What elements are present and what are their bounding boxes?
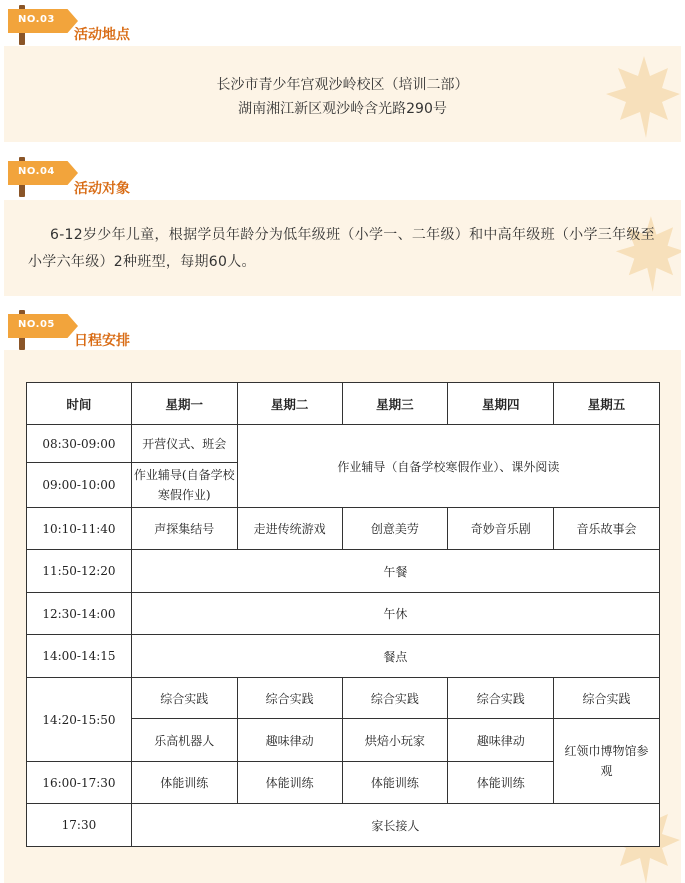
activity-cell-merged: 餐点 — [131, 635, 659, 678]
section-title: 活动地点 — [74, 27, 130, 43]
activity-cell: 创意美劳 — [342, 508, 448, 550]
activity-cell: 趣味律动 — [448, 719, 554, 762]
activity-cell: 体能训练 — [237, 762, 342, 804]
activity-cell: 趣味律动 — [237, 719, 342, 762]
activity-cell-merged: 红领巾博物馆参观 — [554, 719, 660, 804]
schedule-table — [26, 382, 660, 847]
location-line-1: 长沙市青少年宫观沙岭校区（培训二部） — [216, 77, 469, 93]
maple-leaf-icon — [604, 54, 681, 140]
activity-cell-merged: 家长接人 — [131, 804, 659, 847]
activity-cell: 奇妙音乐剧 — [448, 508, 554, 550]
header-cell: 时间 — [27, 383, 132, 425]
table-row — [27, 678, 660, 719]
table-header-row — [27, 383, 660, 425]
header-cell: 星期五 — [554, 383, 660, 425]
time-cell: 14:00-14:15 — [27, 635, 132, 678]
target-description: 6-12岁少年儿童，根据学员年龄分为低年级班（小学一、二年级）和中高年级班（小学三年级至小学六年级）2种班型，每期60人。 — [28, 227, 655, 270]
target-panel — [4, 200, 681, 296]
table-row — [27, 425, 660, 463]
time-cell: 12:30-14:00 — [27, 593, 132, 635]
activity-cell-merged: 作业辅导（自备学校寒假作业）、课外阅读 — [237, 425, 659, 508]
section-badge — [4, 310, 84, 350]
section-badge — [4, 5, 84, 45]
header-cell: 星期四 — [448, 383, 554, 425]
header-cell: 星期一 — [131, 383, 237, 425]
activity-cell-merged: 午餐 — [131, 550, 659, 593]
badge-number: NO.03 — [18, 14, 55, 25]
section-badge — [4, 157, 84, 197]
activity-cell: 综合实践 — [237, 678, 342, 719]
activity-cell: 声探集结号 — [131, 508, 237, 550]
badge-number: NO.04 — [18, 166, 55, 177]
activity-cell: 综合实践 — [342, 678, 448, 719]
table-row — [27, 550, 660, 593]
target-section — [0, 150, 685, 300]
activity-cell: 乐高机器人 — [131, 719, 237, 762]
activity-cell: 体能训练 — [131, 762, 237, 804]
time-cell: 14:20-15:50 — [27, 678, 132, 762]
table-row — [27, 804, 660, 847]
activity-cell: 综合实践 — [131, 678, 237, 719]
table-row — [27, 593, 660, 635]
activity-cell: 综合实践 — [448, 678, 554, 719]
time-cell: 17:30 — [27, 804, 132, 847]
activity-cell-merged: 午休 — [131, 593, 659, 635]
time-cell: 10:10-11:40 — [27, 508, 132, 550]
activity-cell: 烘焙小玩家 — [342, 719, 448, 762]
activity-cell: 作业辅导(自备学校寒假作业) — [131, 463, 237, 508]
header-cell: 星期三 — [342, 383, 448, 425]
location-line-2: 湖南湘江新区观沙岭含光路290号 — [238, 101, 447, 117]
activity-cell: 体能训练 — [448, 762, 554, 804]
section-title: 日程安排 — [74, 333, 130, 349]
time-cell: 09:00-10:00 — [27, 463, 132, 508]
activity-cell: 走进传统游戏 — [237, 508, 342, 550]
activity-cell: 综合实践 — [554, 678, 660, 719]
time-cell: 16:00-17:30 — [27, 762, 132, 804]
location-panel — [4, 46, 681, 142]
header-cell: 星期二 — [237, 383, 342, 425]
time-cell: 11:50-12:20 — [27, 550, 132, 593]
table-row — [27, 508, 660, 550]
badge-number: NO.05 — [18, 319, 55, 330]
time-cell: 08:30-09:00 — [27, 425, 132, 463]
section-title: 活动对象 — [74, 181, 130, 197]
location-section — [0, 0, 685, 150]
table-row — [27, 635, 660, 678]
activity-cell: 开营仪式、班会 — [131, 425, 237, 463]
activity-cell: 音乐故事会 — [554, 508, 660, 550]
activity-cell: 体能训练 — [342, 762, 448, 804]
